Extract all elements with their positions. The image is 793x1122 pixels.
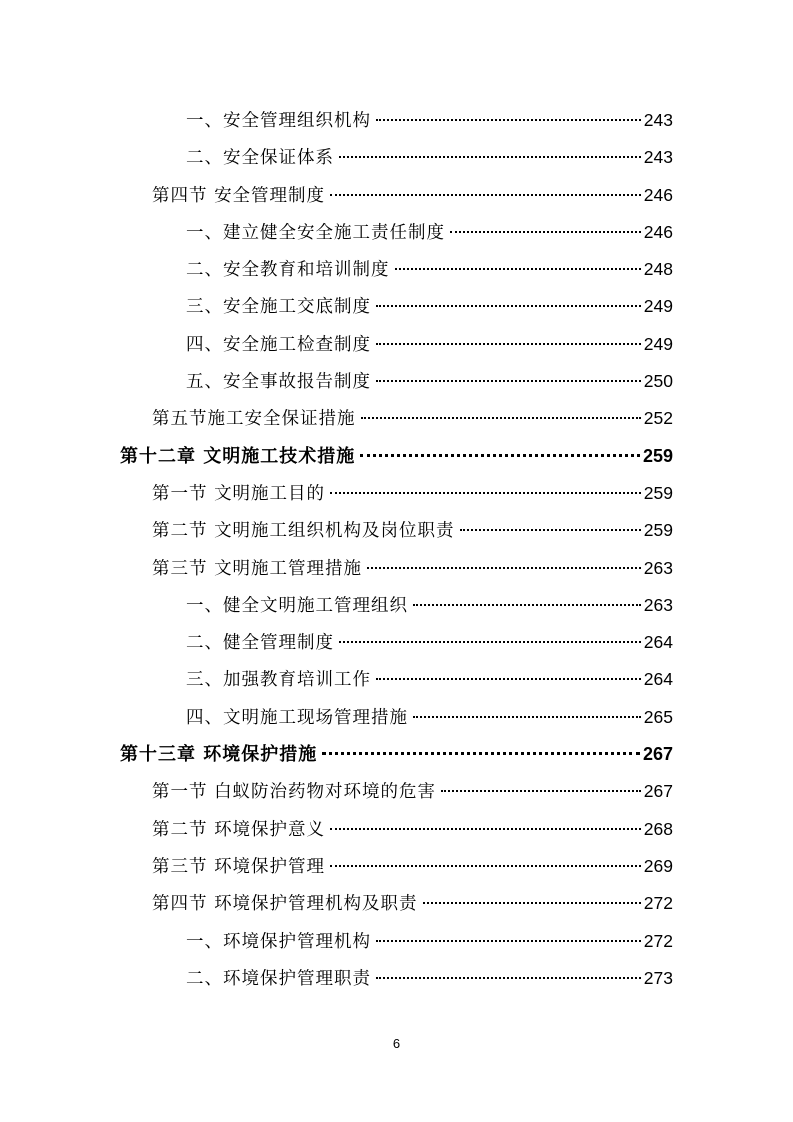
toc-dot-leader (450, 231, 641, 233)
toc-section-entry[interactable] (0, 548, 793, 585)
toc-subsection-entry[interactable] (0, 622, 793, 659)
toc-section-entry[interactable] (0, 883, 793, 920)
toc-entry-page: 268 (643, 818, 673, 839)
toc-entry-title: 第十二章 文明施工技术措施 (120, 445, 356, 467)
toc-entry-page: 252 (643, 408, 673, 429)
toc-entry-line (152, 890, 673, 916)
toc-entry-line (152, 182, 673, 208)
toc-entry-page: 259 (643, 482, 673, 503)
toc-entry-line (152, 778, 673, 804)
toc-entry-line (152, 555, 673, 581)
toc-section-entry[interactable] (0, 846, 793, 883)
toc-dot-leader (376, 343, 641, 345)
toc-entry-title: 第十三章 环境保护措施 (120, 744, 318, 766)
toc-subsection-entry[interactable] (0, 212, 793, 249)
toc-entry-line (152, 405, 673, 431)
toc-entry-line (186, 704, 673, 730)
toc-section-entry[interactable] (0, 510, 793, 547)
toc-entry-title: 第一节 白蚁防治药物对环境的危害 (152, 782, 437, 803)
toc-entry-line (186, 965, 673, 991)
toc-dot-leader (376, 119, 641, 121)
toc-entry-page: 259 (643, 520, 673, 541)
toc-entry-title: 三、安全施工交底制度 (186, 297, 371, 318)
toc-entry-title: 第四节 环境保护管理机构及职责 (152, 894, 418, 915)
toc-dot-leader (367, 567, 641, 569)
toc-entry-title: 四、文明施工现场管理措施 (186, 707, 408, 728)
toc-subsection-entry[interactable] (0, 958, 793, 995)
toc-entry-line (120, 741, 673, 767)
toc-entry-title: 二、安全教育和培训制度 (186, 260, 390, 281)
toc-entry-line (186, 666, 673, 692)
toc-entry-page: 264 (643, 669, 673, 690)
toc-entry-title: 二、安全保证体系 (186, 148, 334, 169)
toc-dot-leader (330, 492, 641, 494)
toc-dot-leader (339, 156, 641, 158)
toc-entry-page: 263 (643, 594, 673, 615)
toc-dot-leader (376, 380, 641, 382)
toc-entry-page: 269 (643, 855, 673, 876)
toc-dot-leader (339, 641, 641, 643)
toc-entry-line (152, 853, 673, 879)
toc-entry-page: 246 (643, 221, 673, 242)
toc-chapter-entry[interactable] (0, 734, 793, 771)
toc-dot-leader (376, 305, 641, 307)
toc-dot-leader (376, 678, 641, 680)
toc-entry-title: 第一节 文明施工目的 (152, 483, 326, 504)
toc-entry-line (186, 144, 673, 170)
toc-entry-line (186, 293, 673, 319)
toc-entry-page: 264 (643, 632, 673, 653)
toc-entry-page: 267 (643, 781, 673, 802)
toc-entry-line (152, 517, 673, 543)
toc-dot-leader (360, 454, 640, 457)
toc-section-entry[interactable] (0, 175, 793, 212)
toc-entry-page: 248 (643, 259, 673, 280)
toc-entry-page: 273 (643, 967, 673, 988)
toc-entry-title: 一、环境保护管理机构 (186, 931, 371, 952)
toc-section-entry[interactable] (0, 771, 793, 808)
toc-dot-leader (322, 752, 640, 755)
toc-entry-title: 第五节施工安全保证措施 (152, 409, 356, 430)
toc-entry-line (152, 480, 673, 506)
toc-subsection-entry[interactable] (0, 324, 793, 361)
toc-entry-title: 五、安全事故报告制度 (186, 372, 371, 393)
toc-dot-leader (361, 417, 641, 419)
toc-entry-title: 一、安全管理组织机构 (186, 111, 371, 131)
toc-subsection-entry[interactable] (0, 286, 793, 323)
toc-dot-leader (395, 268, 641, 270)
toc-entry-title: 二、环境保护管理职责 (186, 968, 371, 989)
page-number: 6 (392, 1036, 401, 1051)
toc-dot-leader (413, 716, 641, 718)
toc-dot-leader (460, 529, 641, 531)
toc-section-entry[interactable] (0, 809, 793, 846)
toc-dot-leader (413, 604, 641, 606)
toc-entry-line (186, 107, 673, 133)
toc-entry-page: 265 (643, 706, 673, 727)
toc-entry-page: 250 (643, 371, 673, 392)
toc-entry-title: 第二节 文明施工组织机构及岗位职责 (152, 521, 455, 542)
toc-dot-leader (376, 940, 641, 942)
toc-entry-line (186, 629, 673, 655)
toc-subsection-entry[interactable] (0, 659, 793, 696)
toc-subsection-entry[interactable] (0, 361, 793, 398)
toc-chapter-entry[interactable] (0, 436, 793, 473)
toc-subsection-entry[interactable] (0, 585, 793, 622)
toc-entry-line (186, 256, 673, 282)
toc-entry-title: 一、建立健全安全施工责任制度 (186, 222, 445, 243)
toc-entry-page: 243 (643, 147, 673, 168)
toc-entry-title: 第三节 文明施工管理措施 (152, 558, 363, 579)
toc-entry-line (186, 331, 673, 357)
toc-subsection-entry[interactable] (0, 921, 793, 958)
toc-dot-leader (330, 865, 641, 867)
toc-entry-page: 243 (643, 110, 673, 130)
toc-entry-page: 267 (642, 744, 673, 765)
toc-entry-page: 246 (643, 184, 673, 205)
toc-subsection-entry[interactable] (0, 100, 793, 137)
toc-entry-line (186, 219, 673, 245)
toc-entry-title: 三、加强教育培训工作 (186, 670, 371, 691)
toc-entry-line (120, 443, 673, 469)
table-of-contents (0, 100, 793, 995)
toc-entry-title: 第四节 安全管理制度 (152, 185, 326, 206)
toc-subsection-entry[interactable] (0, 137, 793, 174)
toc-entry-page: 249 (643, 333, 673, 354)
toc-entry-page: 272 (643, 930, 673, 951)
toc-entry-title: 二、健全管理制度 (186, 633, 334, 654)
toc-entry-title: 四、安全施工检查制度 (186, 334, 371, 355)
toc-entry-line (186, 592, 673, 618)
toc-section-entry[interactable] (0, 398, 793, 435)
toc-entry-line (152, 816, 673, 842)
toc-subsection-entry[interactable] (0, 697, 793, 734)
toc-dot-leader (330, 828, 641, 830)
toc-dot-leader (330, 194, 641, 196)
toc-entry-title: 第三节 环境保护管理 (152, 856, 326, 877)
toc-entry-page: 263 (643, 557, 673, 578)
toc-entry-line (186, 928, 673, 954)
toc-subsection-entry[interactable] (0, 249, 793, 286)
toc-entry-title: 一、健全文明施工管理组织 (186, 595, 408, 616)
toc-entry-page: 249 (643, 296, 673, 317)
toc-dot-leader (376, 977, 641, 979)
toc-entry-line (186, 368, 673, 394)
toc-entry-page: 272 (643, 893, 673, 914)
toc-dot-leader (423, 902, 641, 904)
toc-dot-leader (441, 790, 641, 792)
toc-section-entry[interactable] (0, 473, 793, 510)
toc-entry-page: 259 (642, 445, 673, 466)
toc-entry-title: 第二节 环境保护意义 (152, 819, 326, 840)
